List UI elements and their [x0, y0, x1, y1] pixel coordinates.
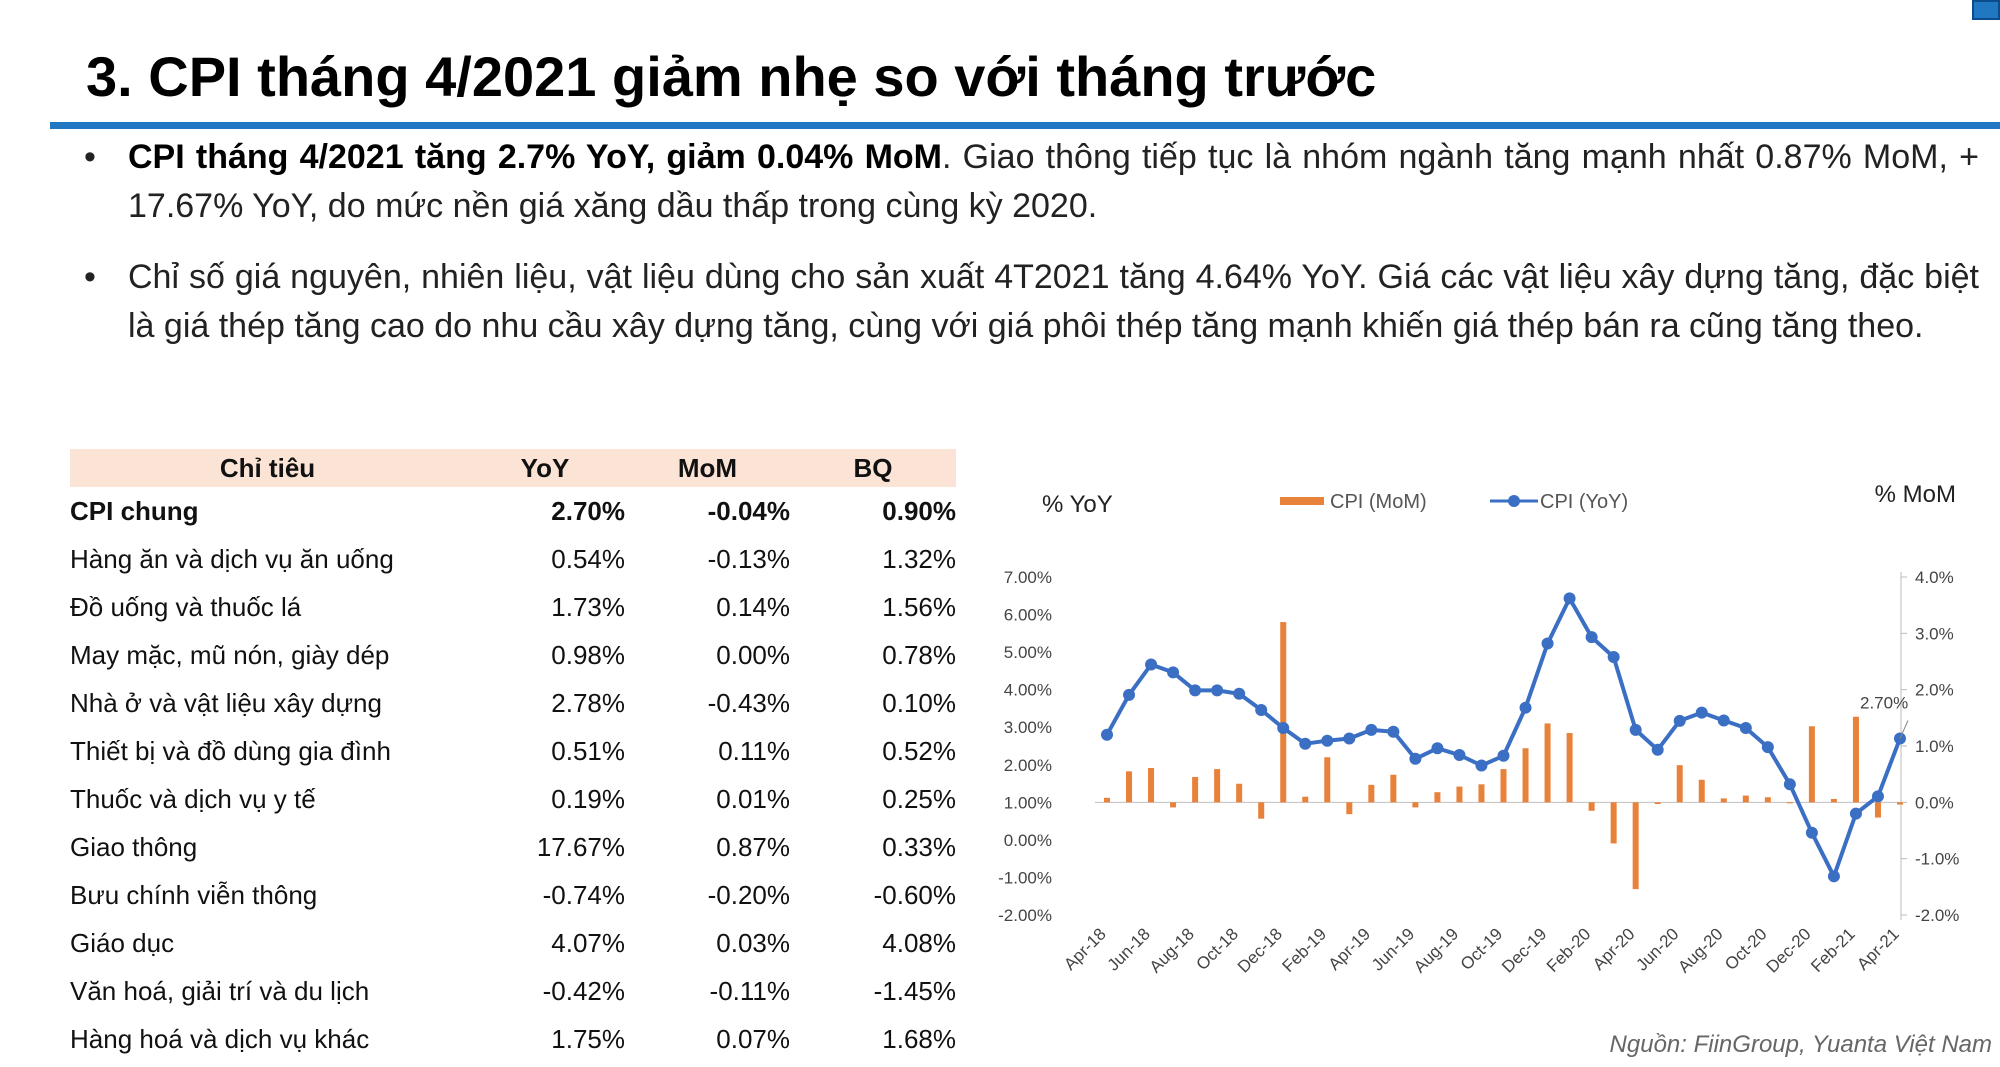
left-tick-label: 3.00%: [1003, 718, 1052, 738]
left-tick-label: 2.00%: [1003, 755, 1052, 775]
cell-yoy: 1.75%: [551, 1023, 625, 1054]
yoy-point: [1321, 735, 1333, 747]
cell-indicator: Đồ uống và thuốc lá: [70, 591, 302, 622]
mom-bar: [1346, 802, 1352, 814]
cell-mom: -0.13%: [707, 543, 790, 574]
bullet-bold-text: CPI tháng 4/2021 tăng 2.7% YoY, giảm 0.04% MoM: [128, 138, 942, 176]
x-tick-label: Apr-19: [1324, 924, 1375, 974]
yoy-point: [1145, 659, 1157, 671]
yoy-point: [1608, 651, 1620, 663]
x-tick-label: Dec-19: [1498, 924, 1551, 977]
mom-bar: [1567, 733, 1573, 802]
cell-yoy: -0.74%: [542, 879, 625, 910]
left-axis-label: % YoY: [1042, 491, 1113, 518]
title-underline: [50, 122, 2000, 129]
cell-yoy: 0.51%: [551, 735, 625, 766]
table-header-row: [70, 449, 956, 487]
yoy-point: [1431, 742, 1443, 754]
cell-bq: 1.56%: [882, 591, 956, 622]
cpi-table: [70, 449, 956, 1063]
cell-mom: 0.11%: [718, 735, 790, 766]
cell-mom: -0.04%: [707, 495, 790, 526]
cell-yoy: 17.67%: [536, 831, 625, 862]
right-tick-label: -2.0%: [1915, 906, 1960, 925]
table-header-yoy: YoY: [465, 449, 625, 487]
yoy-point: [1674, 715, 1686, 727]
cell-mom: 0.00%: [716, 639, 790, 670]
cell-yoy: 0.54%: [551, 543, 625, 574]
mom-bar: [1699, 780, 1705, 803]
page-title: 3. CPI tháng 4/2021 giảm nhẹ so với tháng trước: [86, 45, 1377, 108]
legend-marker-yoy: [1508, 495, 1520, 507]
right-tick-label: 4.0%: [1915, 568, 1954, 587]
mom-bar: [1765, 797, 1771, 802]
yoy-point: [1277, 722, 1289, 734]
yoy-point: [1365, 724, 1377, 736]
cell-indicator: Giáo dục: [70, 927, 175, 958]
bullet-item: [84, 133, 1979, 231]
left-tick-label: 6.00%: [1003, 605, 1052, 625]
cell-bq: -1.45%: [873, 975, 956, 1006]
x-tick-label: Dec-18: [1233, 924, 1287, 977]
mom-bar: [1324, 757, 1330, 802]
yoy-point: [1453, 749, 1465, 761]
cell-bq: 0.33%: [882, 831, 956, 862]
cell-yoy: 1.73%: [551, 591, 625, 622]
x-tick-label: Oct-18: [1192, 924, 1242, 974]
table-header-mom: MoM: [625, 449, 790, 487]
x-tick-label: Apr-18: [1060, 924, 1110, 974]
x-tick-label: Feb-19: [1278, 924, 1331, 976]
mom-bar: [1456, 787, 1462, 803]
mom-bar: [1368, 785, 1374, 802]
mom-bar: [1126, 771, 1132, 802]
mom-bar: [1589, 802, 1595, 810]
yoy-point: [1101, 729, 1113, 741]
table-row: [70, 823, 956, 871]
yoy-point: [1409, 753, 1421, 765]
mom-bar: [1302, 797, 1308, 803]
yoy-point: [1564, 592, 1576, 604]
cell-bq: 0.25%: [882, 783, 956, 814]
cell-bq: 0.10%: [882, 687, 956, 718]
yoy-line: [1107, 598, 1900, 876]
table-row: [70, 727, 956, 775]
table-row: [70, 1015, 956, 1063]
right-axis-label: % MoM: [1874, 481, 1956, 508]
yoy-point: [1696, 707, 1708, 719]
yoy-point: [1740, 722, 1752, 734]
table-row: [70, 487, 956, 535]
mom-bar: [1258, 802, 1264, 818]
x-tick-label: Jun-20: [1632, 924, 1683, 975]
yoy-point: [1211, 684, 1223, 696]
yoy-point: [1498, 750, 1510, 762]
cell-mom: 0.01%: [716, 783, 790, 814]
bullet-text: Chỉ số giá nguyên, nhiên liệu, vật liệu dùng cho sản xuất 4T2021 tăng 4.64% YoY. Giá các vật liệu xây dựng tăng, đặc biệt là giá thép tăng cao do nhu cầu xây dựng tăng, cùng với giá phôi thép tăng mạnh khiến giá thép bán ra cũng tăng theo.: [128, 258, 1979, 345]
mom-bar: [1743, 796, 1749, 803]
yoy-point: [1872, 790, 1884, 802]
mom-bar: [1104, 798, 1110, 803]
cell-indicator: May mặc, mũ nón, giày dép: [70, 639, 390, 670]
cell-yoy: 4.07%: [551, 927, 625, 958]
mom-bar: [1809, 726, 1815, 802]
cell-indicator: Thiết bị và đồ dùng gia đình: [70, 735, 391, 766]
bullet-list: [84, 133, 1979, 373]
table-row: [70, 679, 956, 727]
yoy-point: [1475, 760, 1487, 772]
mom-bar: [1434, 792, 1440, 802]
cell-bq: -0.60%: [873, 879, 956, 910]
cell-yoy: -0.42%: [542, 975, 625, 1006]
mom-bar: [1831, 799, 1837, 802]
cell-bq: 0.90%: [882, 495, 956, 526]
table-row: [70, 919, 956, 967]
mom-bar: [1853, 717, 1859, 803]
cell-mom: 0.07%: [716, 1023, 790, 1054]
cell-bq: 4.08%: [882, 927, 956, 958]
right-tick-label: 1.0%: [1915, 737, 1954, 756]
bullet-item: [84, 253, 1979, 351]
cell-indicator: Bưu chính viễn thông: [70, 879, 318, 910]
cell-mom: 0.87%: [716, 831, 790, 862]
cell-bq: 0.78%: [882, 639, 956, 670]
x-tick-label: Jun-18: [1103, 924, 1154, 975]
cell-indicator: Văn hoá, giải trí và du lịch: [70, 975, 370, 1006]
mom-bar: [1633, 802, 1639, 889]
annotation-label: 2.70%: [1860, 693, 1909, 713]
x-tick-label: Oct-19: [1456, 924, 1507, 974]
cell-mom: 0.03%: [716, 927, 790, 958]
yoy-point: [1189, 684, 1201, 696]
x-tick-label: Feb-20: [1542, 924, 1595, 976]
mom-bar: [1214, 769, 1220, 802]
cell-mom: -0.20%: [707, 879, 790, 910]
cell-mom: -0.11%: [709, 975, 790, 1006]
left-tick-label: 0.00%: [1003, 830, 1052, 850]
mom-bar: [1280, 622, 1286, 802]
left-tick-label: 5.00%: [1003, 643, 1052, 663]
mom-bar: [1897, 802, 1903, 804]
x-tick-label: Aug-20: [1674, 924, 1727, 977]
cell-indicator: Thuốc và dịch vụ y tế: [70, 783, 316, 814]
cell-indicator: Hàng hoá và dịch vụ khác: [70, 1023, 370, 1054]
legend-label-mom: CPI (MoM): [1330, 491, 1427, 513]
mom-bar: [1501, 769, 1507, 802]
x-tick-label: Apr-20: [1588, 924, 1639, 974]
right-tick-label: 0.0%: [1915, 793, 1954, 813]
cell-yoy: 2.70%: [551, 495, 625, 526]
cell-yoy: 0.98%: [551, 639, 625, 670]
right-tick-label: 3.0%: [1915, 624, 1954, 644]
chart-legend: [1280, 491, 1628, 513]
x-tick-label: Dec-20: [1762, 924, 1815, 977]
right-tick-label: -1.0%: [1915, 849, 1960, 869]
cell-mom: -0.43%: [707, 687, 790, 718]
cell-indicator: CPI chung: [70, 495, 199, 526]
cell-indicator: Hàng ăn và dịch vụ ăn uống: [70, 543, 394, 574]
yoy-point: [1806, 827, 1818, 839]
left-tick-label: 4.00%: [1003, 680, 1052, 700]
yoy-point: [1123, 689, 1135, 701]
table-row: [70, 967, 956, 1015]
corner-marker[interactable]: [1972, 0, 2000, 20]
left-tick-label: -2.00%: [998, 906, 1052, 925]
mom-bar: [1721, 798, 1727, 802]
yoy-point: [1762, 741, 1774, 753]
cell-bq: 1.32%: [882, 543, 956, 574]
mom-bar: [1655, 802, 1661, 804]
mom-bar: [1677, 765, 1683, 802]
yoy-point: [1299, 738, 1311, 750]
mom-bar: [1478, 784, 1484, 802]
yoy-point: [1233, 688, 1245, 700]
mom-bar: [1236, 784, 1242, 803]
mom-bar: [1390, 775, 1396, 803]
left-tick-label: 1.00%: [1003, 793, 1052, 813]
table-row: [70, 775, 956, 823]
x-tick-label: Aug-18: [1145, 924, 1198, 977]
source-note: Nguồn: FiinGroup, Yuanta Việt Nam: [1609, 1031, 1992, 1058]
x-tick-label: Aug-19: [1410, 924, 1463, 977]
cell-mom: 0.14%: [716, 591, 790, 622]
mom-bar: [1787, 802, 1793, 803]
yoy-point: [1542, 637, 1554, 649]
legend-swatch-mom: [1280, 497, 1324, 505]
yoy-point: [1586, 631, 1598, 643]
mom-bar: [1412, 802, 1418, 807]
yoy-point: [1652, 744, 1664, 756]
table-header-bq: BQ: [790, 449, 956, 487]
yoy-point: [1828, 870, 1840, 882]
yoy-point: [1343, 732, 1355, 744]
mom-bar: [1875, 802, 1881, 817]
mom-bar: [1170, 802, 1176, 807]
table-header-indicator: Chỉ tiêu: [70, 449, 465, 487]
mom-bar: [1148, 768, 1154, 802]
x-tick-label: Jun-19: [1368, 924, 1419, 975]
left-tick-label: -1.00%: [998, 868, 1052, 888]
yoy-point: [1630, 724, 1642, 736]
x-tick-label: Feb-21: [1807, 924, 1859, 976]
cell-indicator: Giao thông: [70, 831, 198, 862]
x-tick-label: Oct-20: [1721, 924, 1771, 974]
cpi-chart: [990, 460, 1990, 1025]
yoy-point: [1167, 666, 1179, 678]
cell-bq: 1.68%: [882, 1023, 956, 1054]
yoy-point: [1255, 704, 1267, 716]
mom-bar: [1192, 777, 1198, 802]
cell-indicator: Nhà ở và vật liệu xây dựng: [70, 687, 382, 718]
cell-bq: 0.52%: [882, 735, 956, 766]
yoy-point: [1520, 702, 1532, 714]
legend-label-yoy: CPI (YoY): [1540, 491, 1629, 513]
bullet-text: . Giao thông tiếp tục là nhóm ngành tăng mạnh nhất 0.87% MoM, + 17.67% YoY, do mức nền giá xăng dầu thấp trong cùng kỳ 2020.: [128, 138, 1979, 225]
cell-yoy: 0.19%: [551, 783, 625, 814]
cell-yoy: 2.78%: [551, 687, 625, 718]
mom-bar: [1545, 723, 1551, 802]
mom-bar: [1611, 802, 1617, 843]
yoy-point: [1718, 714, 1730, 726]
table-row: [70, 631, 956, 679]
table-row: [70, 535, 956, 583]
table-row: [70, 871, 956, 919]
x-tick-label: Apr-21: [1853, 924, 1903, 974]
right-tick-label: 2.0%: [1915, 680, 1954, 700]
left-tick-label: 7.00%: [1003, 568, 1052, 587]
table-row: [70, 583, 956, 631]
yoy-point: [1387, 726, 1399, 738]
yoy-point: [1850, 808, 1862, 820]
yoy-point: [1784, 778, 1796, 790]
mom-bar: [1523, 748, 1529, 802]
